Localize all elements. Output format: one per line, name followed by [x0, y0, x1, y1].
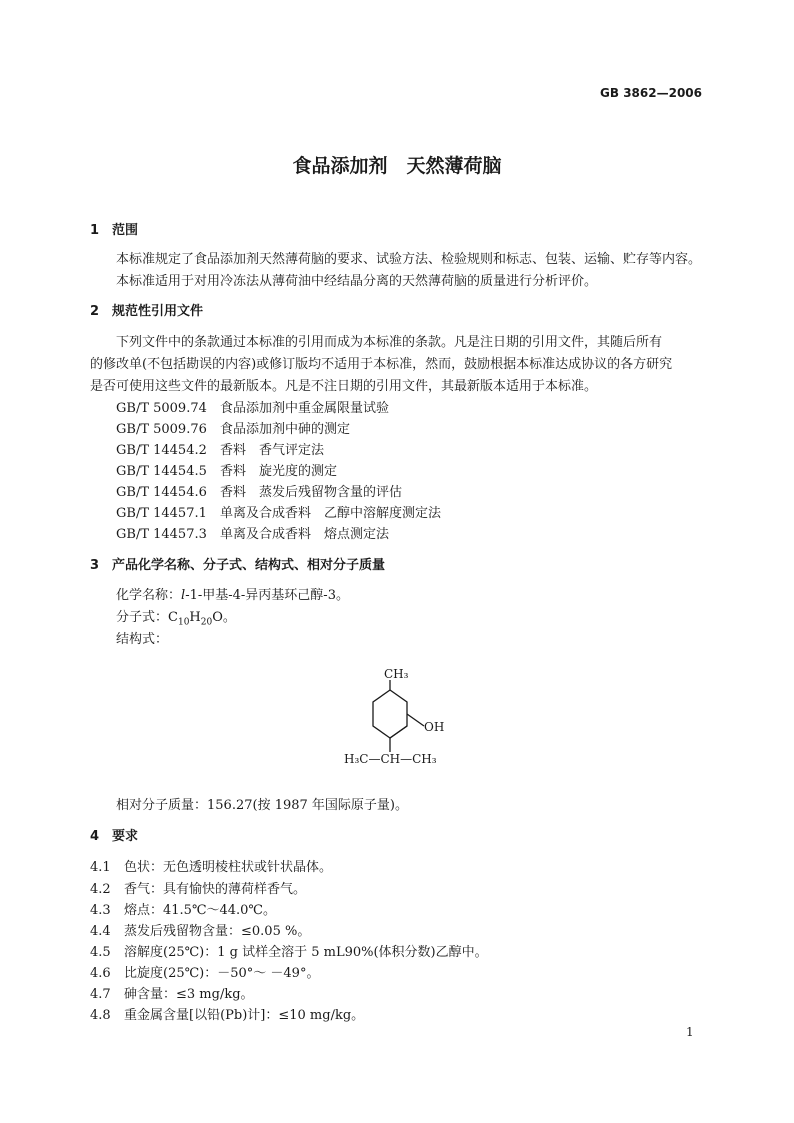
section-title: 要求: [112, 829, 139, 844]
section-number: 3: [90, 558, 100, 573]
reference-item: [116, 397, 389, 416]
reference-item: [116, 439, 324, 458]
requirement-item: [90, 983, 254, 1002]
section-number: 1: [90, 223, 100, 238]
requirement-text: 溶解度(25℃)：1 g 试样全溶于 5 mL90%(体积分数)乙醇中。: [124, 945, 488, 960]
reference-code: GB/T 14454.2: [116, 443, 207, 458]
methyl-group-label: CH₃: [384, 667, 409, 681]
formula-hydrogen-count: 20: [200, 617, 213, 628]
section-2-heading: [90, 300, 203, 319]
chemical-name-value: -1-甲基-4-异丙基环己醇-3。: [185, 588, 349, 603]
reference-code: GB/T 14457.1: [116, 506, 207, 521]
requirement-item: [90, 856, 332, 875]
section-title: 产品化学名称、分子式、结构式、相对分子质量: [112, 558, 386, 573]
requirement-number: 4.3: [90, 903, 111, 918]
requirement-number: 4.1: [90, 860, 111, 875]
requirement-text: 香气：具有愉快的薄荷样香气。: [124, 882, 307, 897]
formula-hydrogen: H: [189, 610, 201, 625]
reference-code: GB/T 5009.74: [116, 401, 207, 416]
reference-title: 单离及合成香料 熔点测定法: [220, 527, 390, 542]
requirement-number: 4.4: [90, 924, 111, 939]
molecular-weight: 相对分子质量：156.27(按 1987 年国际原子量)。: [116, 798, 408, 813]
reference-code: GB/T 14454.6: [116, 485, 207, 500]
chemical-name: [116, 584, 349, 603]
section-title: 规范性引用文件: [112, 304, 204, 319]
reference-item: [116, 502, 441, 521]
hydroxyl-group-label: OH: [424, 720, 445, 734]
structural-formula: [340, 664, 460, 774]
requirement-text: 熔点：41.5℃～44.0℃。: [124, 903, 276, 918]
requirement-item: [90, 962, 319, 981]
reference-item: [116, 418, 350, 437]
structure-label: 结构式：: [116, 632, 169, 647]
requirement-number: 4.6: [90, 966, 111, 981]
requirement-text: 砷含量：≤3 mg/kg。: [124, 987, 254, 1002]
isopropyl-group-label: H₃C—CH—CH₃: [344, 752, 437, 766]
requirement-item: [90, 878, 306, 897]
reference-code: GB/T 14457.3: [116, 527, 207, 542]
requirement-item: [90, 899, 276, 918]
reference-title: 食品添加剂中重金属限量试验: [220, 401, 390, 416]
section-4-heading: [90, 825, 138, 844]
levo-prefix: l: [181, 588, 186, 603]
molecular-formula-label: 分子式：: [116, 610, 169, 625]
requirement-text: 比旋度(25℃)：－50°～ －49°。: [124, 966, 320, 981]
section-title: 范围: [112, 223, 139, 238]
references-intro-line-3: 是否可使用这些文件的最新版本。凡是不注日期的引用文件，其最新版本适用于本标准。: [90, 379, 598, 394]
reference-title: 香料 蒸发后残留物含量的评估: [220, 485, 403, 500]
requirement-item: [90, 1004, 364, 1023]
formula-carbon-count: 10: [177, 617, 190, 628]
reference-item: [116, 481, 402, 500]
section-3-heading: [90, 554, 385, 573]
reference-title: 单离及合成香料 乙醇中溶解度测定法: [220, 506, 442, 521]
requirement-text: 蒸发后残留物含量：≤0.05 %。: [124, 924, 311, 939]
requirement-text: 色状：无色透明棱柱状或针状晶体。: [124, 860, 333, 875]
document-title: 食品添加剂 天然薄荷脑: [292, 155, 502, 177]
requirement-item: [90, 920, 310, 939]
reference-item: [116, 460, 337, 479]
requirement-number: 4.8: [90, 1008, 111, 1023]
reference-item: [116, 523, 389, 542]
section-1-heading: [90, 219, 138, 238]
requirement-text: 重金属含量[以铅(Pb)计]：≤10 mg/kg。: [124, 1008, 365, 1023]
references-intro-line-1: 下列文件中的条款通过本标准的引用而成为本标准的条款。凡是注日期的引用文件，其随后所有: [116, 335, 663, 350]
chemical-name-label: 化学名称：: [116, 588, 182, 603]
molecular-formula: [116, 606, 236, 628]
section-number: 2: [90, 304, 100, 319]
scope-paragraph-2: 本标准适用于对用冷冻法从薄荷油中经结晶分离的天然薄荷脑的质量进行分析评价。: [116, 274, 598, 289]
formula-oxygen: O。: [212, 610, 236, 625]
reference-code: GB/T 5009.76: [116, 422, 207, 437]
section-number: 4: [90, 829, 100, 844]
requirement-item: [90, 941, 488, 960]
reference-title: 香料 旋光度的测定: [220, 464, 338, 479]
scope-paragraph-1: 本标准规定了食品添加剂天然薄荷脑的要求、试验方法、检验规则和标志、包装、运输、贮存等内容。: [116, 252, 702, 267]
reference-title: 食品添加剂中砷的测定: [220, 422, 351, 437]
references-intro-line-2: 的修改单(不包括勘误的内容)或修订版均不适用于本标准，然而，鼓励根据本标准达成协议的各方研究: [90, 357, 673, 372]
requirement-number: 4.5: [90, 945, 111, 960]
cyclohexane-ring: [373, 680, 424, 752]
reference-title: 香料 香气评定法: [220, 443, 325, 458]
formula-carbon: C: [168, 610, 178, 625]
page-number: 1: [686, 1025, 694, 1039]
reference-code: GB/T 14454.5: [116, 464, 207, 479]
requirement-number: 4.2: [90, 882, 111, 897]
standard-code: GB 3862—2006: [600, 86, 702, 100]
requirement-number: 4.7: [90, 987, 111, 1002]
